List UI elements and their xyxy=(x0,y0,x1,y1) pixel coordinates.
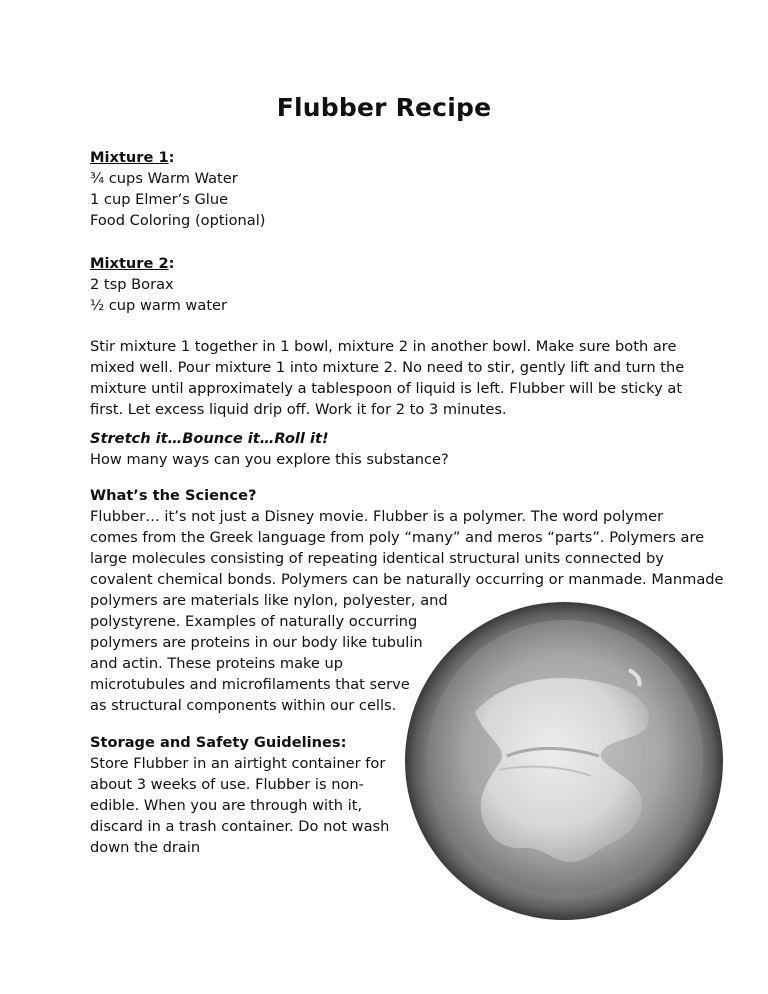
ingredient-item: ½ cup warm water xyxy=(90,297,228,314)
storage-heading: Storage and Safety Guidelines: xyxy=(90,734,347,751)
paragraph-line: Stir mixture 1 together in 1 bowl, mixture 2 in another bowl. Make sure both are xyxy=(90,338,677,355)
paragraph-line: discard in a trash container. Do not wash xyxy=(90,818,390,835)
paragraph-line: about 3 weeks of use. Flubber is non- xyxy=(90,776,364,793)
mixture-1-section xyxy=(90,147,265,231)
mixture-2-section xyxy=(90,253,227,316)
paragraph-line: first. Let excess liquid drip off. Work it for 2 to 3 minutes. xyxy=(90,401,507,418)
stretch-section xyxy=(90,428,449,470)
paragraph-line: polymers are materials like nylon, polyester, and xyxy=(90,592,448,609)
paragraph-line: covalent chemical bonds. Polymers can be naturally occurring or manmade. Manmade xyxy=(90,571,724,588)
paragraph-line: down the drain xyxy=(90,839,201,856)
stretch-heading: Stretch it…Bounce it…Roll it! xyxy=(90,430,329,447)
paragraph-line: polymers are proteins in our body like tubulin xyxy=(90,634,423,651)
mixture-1-heading: Mixture 1 xyxy=(90,149,169,166)
paragraph-line: edible. When you are through with it, xyxy=(90,797,363,814)
paragraph-line: comes from the Greek language from poly “many” and meros “parts”. Polymers are xyxy=(90,529,705,546)
paragraph-line: mixed well. Pour mixture 1 into mixture 2. No need to stir, gently lift and turn the xyxy=(90,359,685,376)
page-title: Flubber Recipe xyxy=(276,93,492,122)
mixture-2-colon: : xyxy=(168,255,175,272)
paragraph-line: and actin. These proteins make up xyxy=(90,655,344,672)
science-heading: What’s the Science? xyxy=(90,487,257,504)
ingredient-item: 2 tsp Borax xyxy=(90,276,174,293)
paragraph-line: Flubber… it’s not just a Disney movie. Flubber is a polymer. The word polymer xyxy=(90,508,664,525)
flubber-bowl-photo xyxy=(403,600,725,922)
mixture-1-colon: : xyxy=(168,149,175,166)
stretch-text: How many ways can you explore this substance? xyxy=(90,451,449,468)
paragraph-line: large molecules consisting of repeating identical structural units connected by xyxy=(90,550,664,567)
mixture-2-heading-line xyxy=(90,253,227,274)
instructions-paragraph xyxy=(90,336,685,420)
mixture-1-heading-line xyxy=(90,147,265,168)
paragraph-line: polystyrene. Examples of naturally occurring xyxy=(90,613,418,630)
paragraph-line: mixture until approximately a tablespoon of liquid is left. Flubber will be sticky at xyxy=(90,380,683,397)
ingredient-item: 1 cup Elmer’s Glue xyxy=(90,191,229,208)
paragraph-line: as structural components within our cells. xyxy=(90,697,397,714)
paragraph-line: microtubules and microfilaments that serve xyxy=(90,676,410,693)
storage-section xyxy=(90,732,420,858)
mixture-2-heading: Mixture 2 xyxy=(90,255,169,272)
ingredient-item: ¾ cups Warm Water xyxy=(90,170,238,187)
paragraph-line: Store Flubber in an airtight container for xyxy=(90,755,386,772)
ingredient-item: Food Coloring (optional) xyxy=(90,212,266,229)
